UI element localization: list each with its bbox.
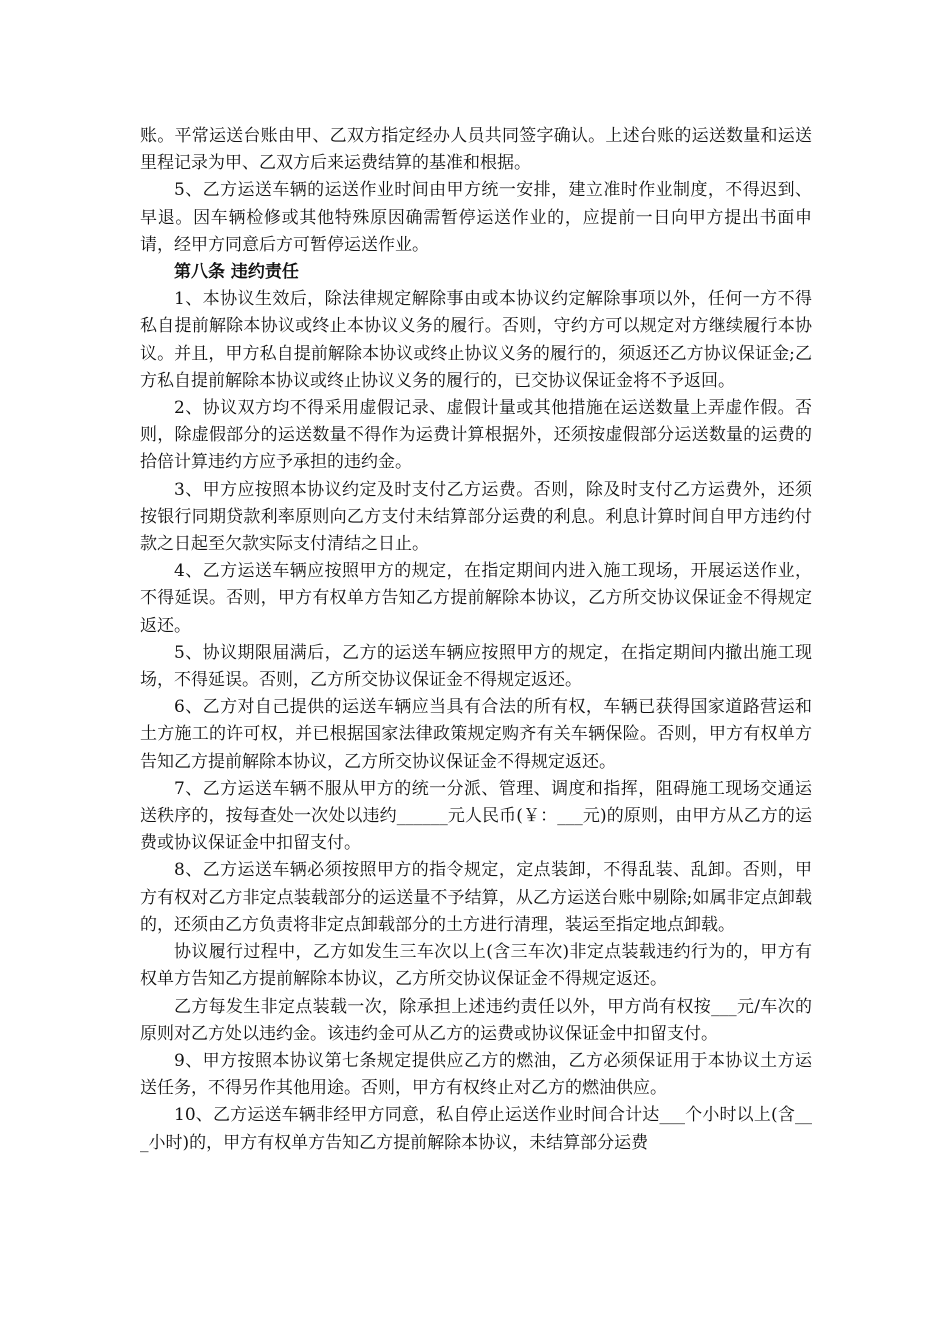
paragraph: 3、甲方应按照本协议约定及时支付乙方运费。否则，除及时支付乙方运费外，还须按银行同期贷款利率原则向乙方支付未结算部分运费的利息。利息计算时间自甲方违约付款之日起至欠款实际支付清结之日止。: [140, 479, 812, 555]
section-heading: 第八条 违约责任: [174, 262, 299, 283]
paragraph: 10、乙方运送车辆非经甲方同意，私自停止运送作业时间合计达___个小时以上(含___小时)的，甲方有权单方告知乙方提前解除本协议，未结算部分运费: [140, 1105, 812, 1153]
paragraph: 协议履行过程中，乙方如发生三车次以上(含三车次)非定点装载违约行为的，甲方有权单方告知乙方提前解除本协议，乙方所交协议保证金不得规定返还。: [140, 942, 812, 990]
document-page: [140, 123, 812, 1157]
paragraph: 7、乙方运送车辆不服从甲方的统一分派、管理、调度和指挥，阻碍施工现场交通运送秩序的，按每查处一次处以违约______元人民币(￥：___元)的原则，由甲方从乙方的运费或协议保证金中扣留支付。: [140, 778, 812, 854]
paragraph: 9、甲方按照本协议第七条规定提供应乙方的燃油，乙方必须保证用于本协议土方运送任务，不得另作其他用途。否则，甲方有权终止对乙方的燃油供应。: [140, 1050, 812, 1099]
paragraph: 乙方每发生非定点装载一次，除承担上述违约责任以外，甲方尚有权按___元/车次的原则对乙方处以违约金。该违约金可从乙方的运费或协议保证金中扣留支付。: [140, 996, 812, 1044]
paragraph: 账。平常运送台账由甲、乙双方指定经办人员共同签字确认。上述台账的运送数量和运送里程记录为甲、乙双方后来运费结算的基准和根据。: [140, 126, 812, 174]
paragraph: 8、乙方运送车辆必须按照甲方的指令规定，定点装卸，不得乱装、乱卸。否则，甲方有权对乙方非定点装载部分的运送量不予结算，从乙方运送台账中剔除;如属非定点卸载的，还须由乙方负责将非定点卸载部分的土方进行清理，装运至指定地点卸载。: [140, 860, 812, 935]
paragraph: 1、本协议生效后，除法律规定解除事由或本协议约定解除事项以外，任何一方不得私自提前解除本协议或终止本协议义务的履行。否则，守约方可以规定对方继续履行本协议。并且，甲方私自提前解除本协议或终止协议义务的履行的，须返还乙方协议保证金;乙方私自提前解除本协议或终止协议义务的履行的，已交协议保证金将不予返回。: [140, 289, 812, 391]
paragraph: 5、乙方运送车辆的运送作业时间由甲方统一安排，建立准时作业制度，不得迟到、早退。因车辆检修或其他特殊原因确需暂停运送作业的，应提前一日向甲方提出书面申请，经甲方同意后方可暂停运送作业。: [140, 180, 812, 255]
paragraph: 6、乙方对自己提供的运送车辆应当具有合法的所有权，车辆已获得国家道路营运和土方施工的许可权，并已根据国家法律政策规定购齐有关车辆保险。否则，甲方有权单方告知乙方提前解除本协议，乙方所交协议保证金不得规定返还。: [140, 697, 812, 772]
paragraph: 5、协议期限届满后，乙方的运送车辆应按照甲方的规定，在指定期间内撤出施工现场，不得延误。否则，乙方所交协议保证金不得规定返还。: [140, 642, 812, 691]
paragraph: 2、协议双方均不得采用虚假记录、虚假计量或其他措施在运送数量上弄虚作假。否则，除虚假部分的运送数量不得作为运费计算根据外，还须按虚假部分运送数量的运费的拾倍计算违约方应予承担的违约金。: [140, 398, 812, 473]
paragraph: 4、乙方运送车辆应按照甲方的规定，在指定期间内进入施工现场，开展运送作业，不得延误。否则，甲方有权单方告知乙方提前解除本协议，乙方所交协议保证金不得规定返还。: [140, 561, 812, 636]
